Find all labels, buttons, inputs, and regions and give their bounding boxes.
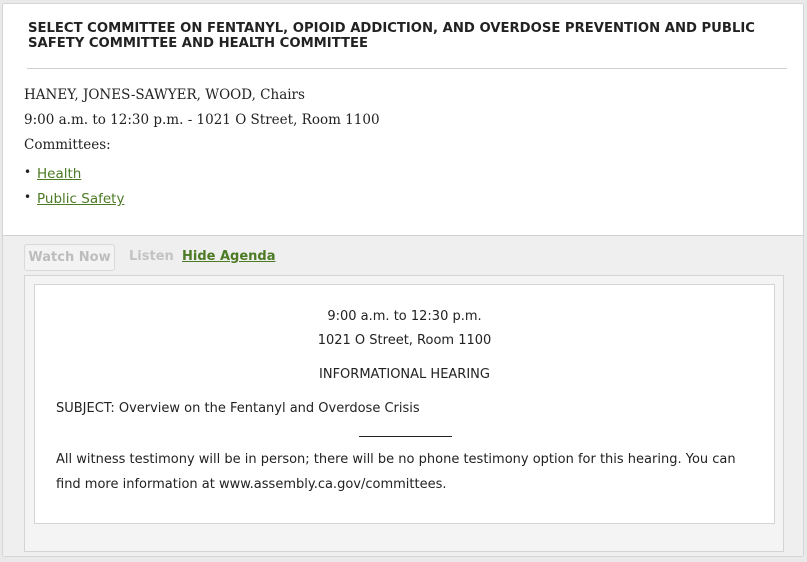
media-panel	[3, 235, 803, 557]
hearing-header	[3, 4, 803, 236]
chairs-text: HANEY, JONES-SAWYER, WOOD, Chairs	[24, 87, 305, 103]
agenda-content	[34, 284, 775, 524]
time-location-text: 9:00 a.m. to 12:30 p.m. - 1021 O Street, Room 1100	[24, 112, 380, 128]
committee-link-public-safety[interactable]: Public Safety	[37, 191, 125, 207]
hide-agenda-link[interactable]: Hide Agenda	[182, 249, 276, 264]
agenda-time: 9:00 a.m. to 12:30 p.m.	[327, 309, 482, 324]
agenda-hearing-type: INFORMATIONAL HEARING	[319, 367, 490, 382]
hearing-card	[2, 3, 804, 557]
list-item	[24, 185, 124, 210]
agenda-subject: SUBJECT: Overview on the Fentanyl and Overdose Crisis	[56, 401, 420, 416]
agenda-note: All witness testimony will be in person; there will be no phone testimony option for this hearing. You can find more information at www.assembly.ca.gov/committees.	[56, 452, 736, 492]
committees-label: Committees:	[24, 137, 111, 153]
committee-list	[24, 160, 124, 210]
title-divider	[27, 68, 787, 69]
agenda-divider	[359, 436, 452, 437]
agenda-panel	[24, 275, 784, 552]
list-item	[24, 160, 124, 185]
hearing-title: SELECT COMMITTEE ON FENTANYL, OPIOID ADDICTION, AND OVERDOSE PREVENTION AND PUBLIC SAFETY COMMITTEE AND HEALTH COMMITTEE	[28, 21, 755, 51]
watch-now-button[interactable]: Watch Now	[24, 244, 115, 271]
agenda-location: 1021 O Street, Room 1100	[317, 333, 492, 348]
listen-button[interactable]: Listen	[129, 249, 174, 264]
committee-link-health[interactable]: Health	[37, 166, 82, 182]
